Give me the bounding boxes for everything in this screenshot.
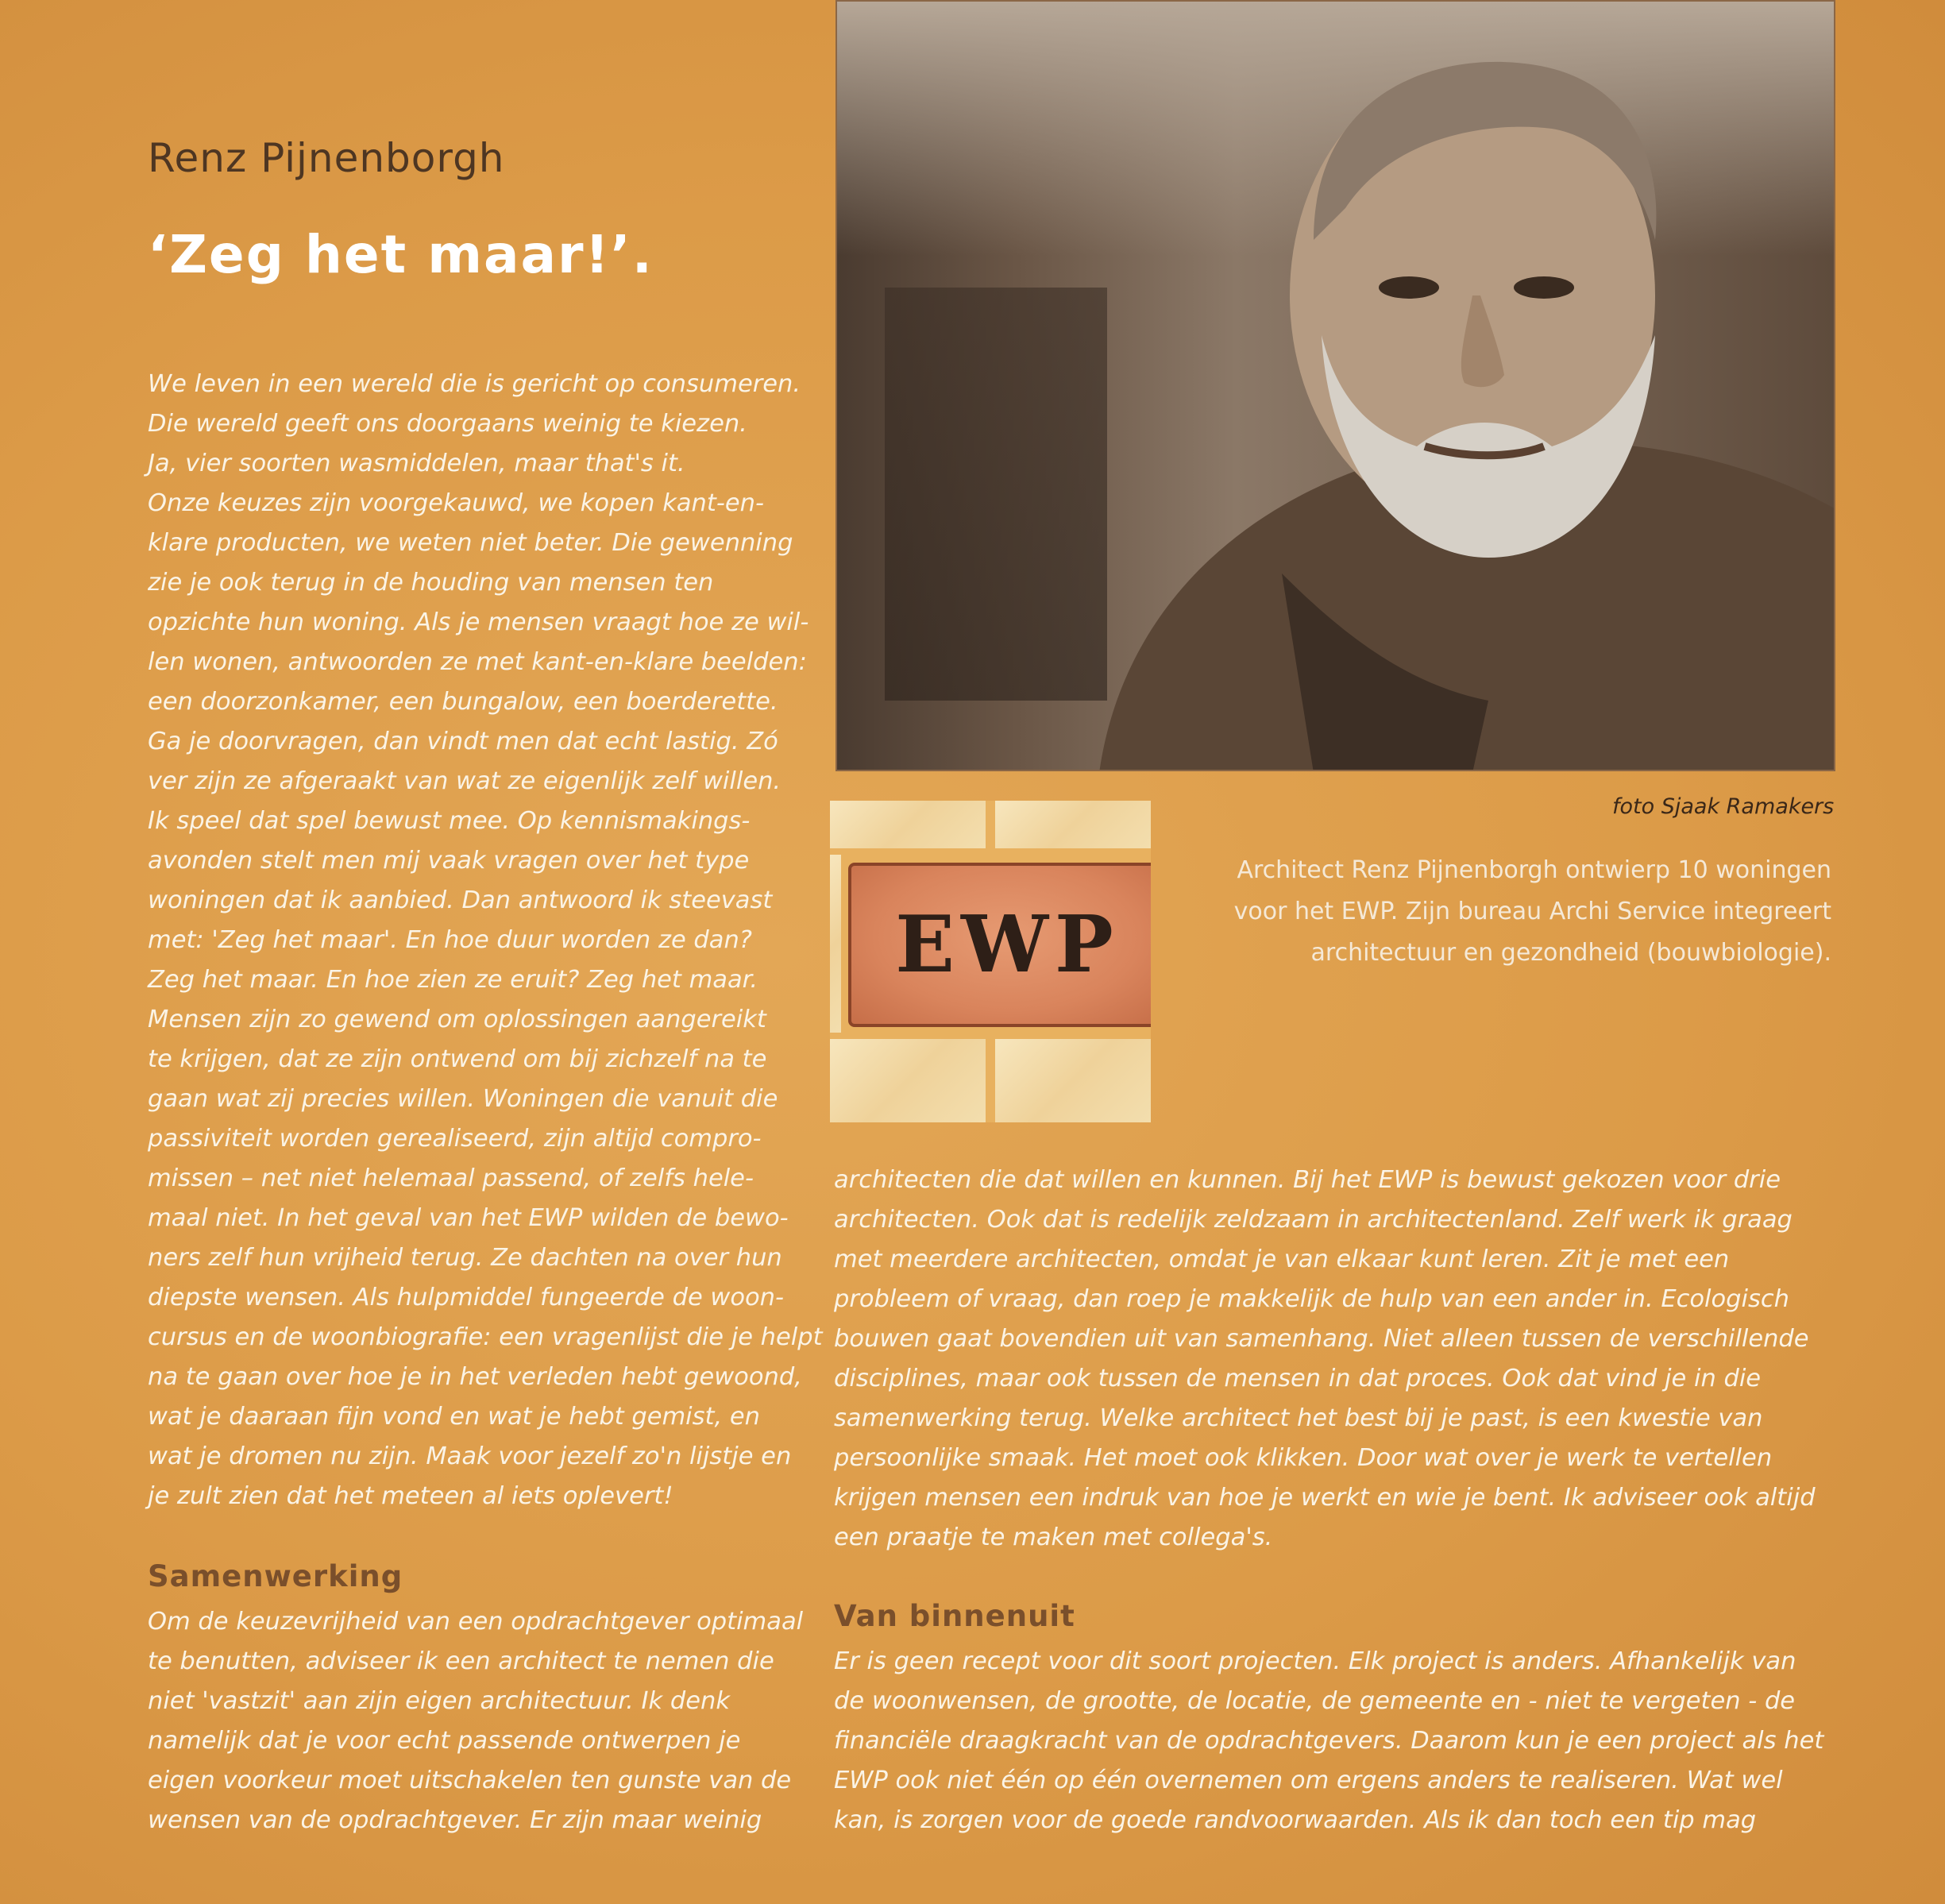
body-text-line: Ja, vier soorten wasmiddelen, maar that's it.: [148, 450, 685, 477]
body-text-line: kan, is zorgen voor de goede randvoorwaarden. Als ik dan toch een tip mag: [834, 1806, 1757, 1834]
body-text-line: Om de keuzevrijheid van een opdrachtgever optimaal: [148, 1608, 804, 1636]
body-text-line: Zeg het maar. En hoe zien ze eruit? Zeg het maar.: [148, 966, 758, 994]
right-eye-shape: [1514, 276, 1574, 299]
body-text-line: zie je ook terug in de houding van mensen ten: [148, 569, 714, 597]
body-text-line: de woonwensen, de grootte, de locatie, de gemeente en - niet te vergeten - de: [834, 1687, 1796, 1715]
body-text-line: bouwen gaat bovendien uit van samenhang. Niet alleen tussen de verschillende: [834, 1325, 1809, 1353]
section-heading-van-binnenuit: Van binnenuit: [834, 1599, 1075, 1633]
body-text-line: avonden stelt men mij vaak vragen over het type: [148, 847, 750, 875]
wall-tile: [995, 1039, 1151, 1122]
caption-line: Architect Renz Pijnenborgh ontwierp 10 woningen: [1237, 856, 1831, 884]
wall-tile: [830, 801, 986, 848]
body-text-line: ners zelf hun vrijheid terug. Ze dachten na over hun: [148, 1244, 782, 1272]
body-text-line: len wonen, antwoorden ze met kant-en-klare beelden:: [148, 648, 807, 676]
portrait-illustration: [837, 2, 1835, 771]
body-text-line: gaan wat zij precies willen. Woningen die vanuit die: [148, 1085, 778, 1113]
body-text-line: een praatje te maken met collega's.: [834, 1524, 1273, 1551]
intro-column: [148, 365, 823, 1516]
body-text-line: eigen voorkeur moet uitschakelen ten gunste van de: [148, 1767, 792, 1794]
body-text-line: diepste wensen. Als hulpmiddel fungeerde de woon-: [148, 1284, 785, 1311]
body-text-line: financiële draagkracht van de opdrachtgevers. Daarom kun je een project als het: [834, 1727, 1824, 1755]
body-text-line: architecten. Ook dat is redelijk zeldzaam in architectenland. Zelf werk ik graag: [834, 1206, 1793, 1234]
body-text-line: te krijgen, dat ze zijn ontwend om bij zichzelf na te: [148, 1045, 767, 1073]
body-text-line: ver zijn ze afgeraakt van wat ze eigenlijk zelf willen.: [148, 767, 781, 795]
body-text-line: Ga je doorvragen, dan vindt men dat echt lastig. Zó: [148, 728, 778, 755]
body-text-line: architecten die dat willen en kunnen. Bij het EWP is bewust gekozen voor drie: [834, 1166, 1781, 1194]
body-text-line: cursus en de woonbiografie: een vragenlijst die je helpt: [148, 1323, 823, 1351]
body-text-line: Ik speel dat spel bewust mee. Op kennismakings-: [148, 807, 751, 835]
samenwerking-column-right: [834, 1161, 1816, 1558]
body-text-line: Mensen zijn zo gewend om oplossingen aangereikt: [148, 1006, 766, 1033]
body-text-line: namelijk dat je voor echt passende ontwerpen je: [148, 1727, 741, 1755]
body-text-line: EWP ook niet één op één overnemen om ergens anders te realiseren. Wat wel: [834, 1767, 1783, 1794]
body-text-line: disciplines, maar ook tussen de mensen in dat proces. Ook dat vind je in die: [834, 1365, 1762, 1392]
body-text-line: wat je dromen nu zijn. Maak voor jezelf zo'n lijstje en: [148, 1442, 792, 1470]
body-text-line: wensen van de opdrachtgever. Er zijn maar weinig: [148, 1806, 762, 1834]
body-text-line: na te gaan over hoe je in het verleden hebt gewoond,: [148, 1363, 802, 1391]
body-text-line: samenwerking terug. Welke architect het best bij je past, is een kwestie van: [834, 1404, 1763, 1432]
body-text-line: persoonlijke smaak. Het moet ook klikken. Door wat over je werk te vertellen: [834, 1444, 1773, 1472]
photo-caption: [1234, 850, 1831, 974]
body-text-line: niet 'vastzit' aan zijn eigen architectuur. Ik denk: [148, 1687, 731, 1715]
body-text-line: probleem of vraag, dan roep je makkelijk de hulp van een ander in. Ecologisch: [834, 1285, 1790, 1313]
samenwerking-column-left: [148, 1602, 807, 1840]
van-binnenuit-column: [834, 1642, 1824, 1840]
body-text-line: je zult zien dat het meteen al iets oplevert!: [148, 1482, 673, 1510]
body-text-line: opzichte hun woning. Als je mensen vraagt hoe ze wil-: [148, 608, 809, 636]
left-eye-shape: [1379, 276, 1439, 299]
body-text-line: maal niet. In het geval van het EWP wilden de bewo-: [148, 1204, 789, 1232]
portrait-photo: [836, 0, 1835, 771]
body-text-line: krijgen mensen een indruk van hoe je werkt en wie je bent. Ik adviseer ook altijd: [834, 1484, 1816, 1512]
wall-tile: [995, 801, 1151, 848]
body-text-line: Die wereld geeft ons doorgaans weinig te kiezen.: [148, 410, 747, 438]
body-text-line: Onze keuzes zijn voorgekauwd, we kopen kant-en-: [148, 489, 764, 517]
article-author: Renz Pijnenborgh: [148, 135, 505, 181]
caption-line: architectuur en gezondheid (bouwbiologie).: [1310, 939, 1831, 967]
body-text-line: missen – net niet helemaal passend, of zelfs hele-: [148, 1164, 754, 1192]
body-text-line: te benutten, adviseer ik een architect te nemen die: [148, 1647, 774, 1675]
body-text-line: passiviteit worden gerealiseerd, zijn altijd compro-: [148, 1125, 762, 1153]
body-text-line: klare producten, we weten niet beter. Die gewenning: [148, 529, 793, 557]
ewp-brick: EWP: [848, 863, 1151, 1027]
body-text-line: We leven in een wereld die is gericht op consumeren.: [148, 370, 801, 398]
body-text-line: met meerdere architecten, omdat je van elkaar kunt leren. Zit je met een: [834, 1246, 1730, 1273]
ewp-brick-logo: [830, 801, 1151, 1122]
photo-credit: foto Sjaak Ramakers: [1612, 794, 1835, 819]
body-text-line: wat je daaraan fijn vond en wat je hebt gemist, en: [148, 1403, 760, 1431]
body-text-line: met: 'Zeg het maar'. En hoe duur worden ze dan?: [148, 926, 752, 954]
section-heading-samenwerking: Samenwerking: [148, 1559, 403, 1593]
body-text-line: woningen dat ik aanbied. Dan antwoord ik steevast: [148, 886, 773, 914]
wall-tile: [830, 1039, 986, 1122]
wall-tile: [830, 855, 841, 1033]
caption-line: voor het EWP. Zijn bureau Archi Service integreert: [1233, 898, 1831, 925]
article-title: ‘Zeg het maar!’.: [148, 224, 654, 285]
body-text-line: een doorzonkamer, een bungalow, een boerderette.: [148, 688, 778, 716]
body-text-line: Er is geen recept voor dit soort projecten. Elk project is anders. Afhankelijk van: [834, 1647, 1796, 1675]
